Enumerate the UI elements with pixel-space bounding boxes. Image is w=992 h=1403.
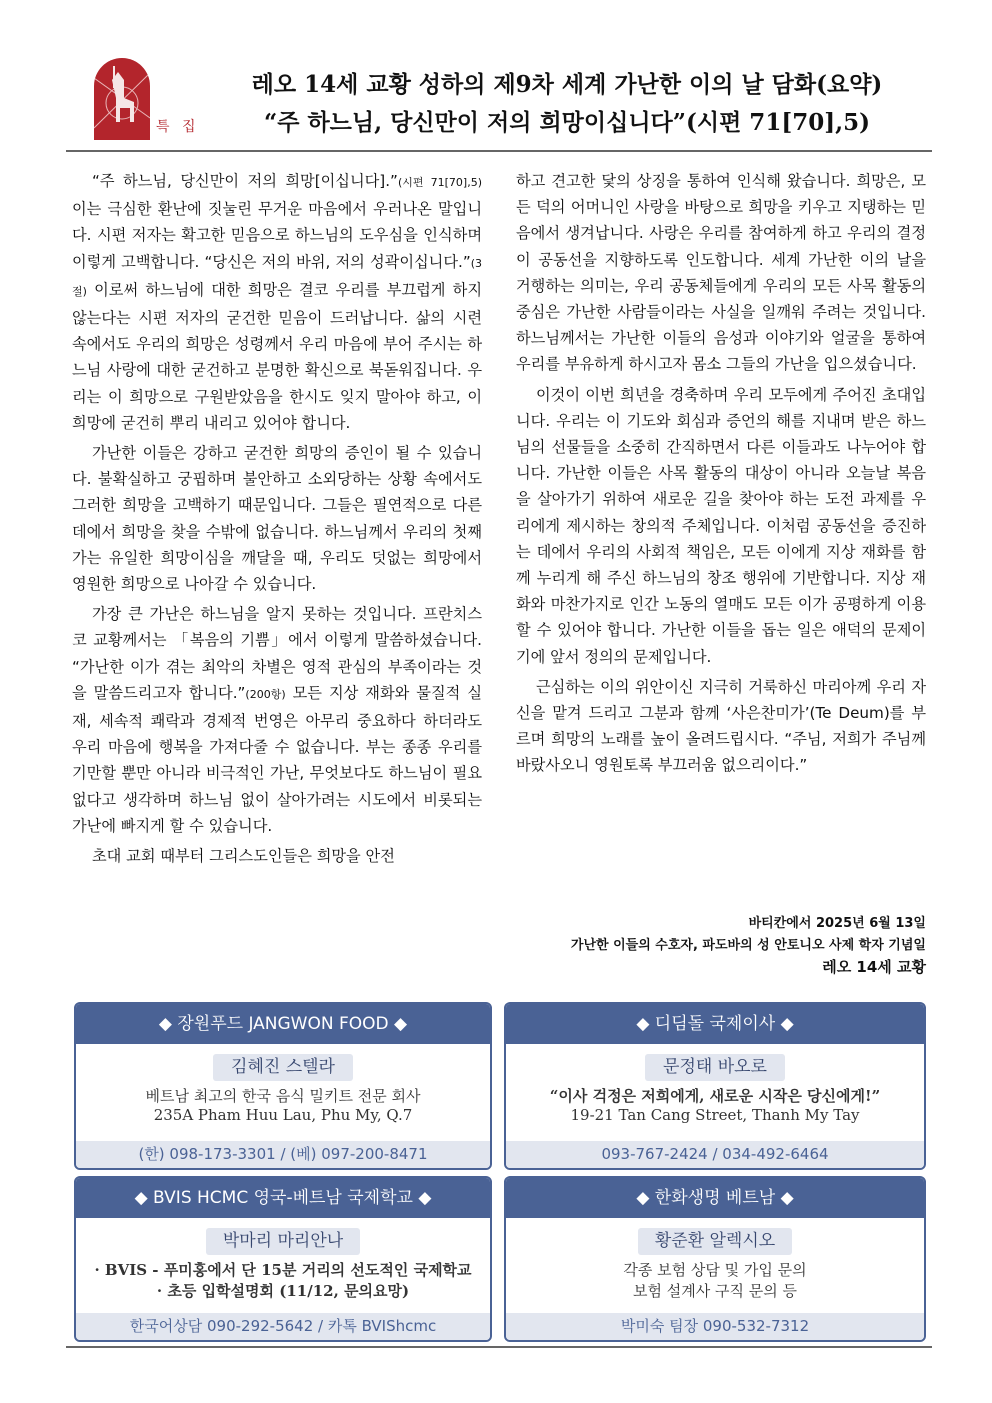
ad-phone: 박미숙 팀장 090-532-7312	[506, 1313, 924, 1340]
ad-line: 235A Pham Huu Lau, Phu My, Q.7	[153, 1106, 413, 1124]
page-subtitle: “주 하느님, 당신만이 저의 희망이십니다”(시편 71[70],5)	[264, 109, 870, 136]
ad-bvis-school	[74, 1176, 492, 1342]
ad-line: “이사 걱정은 저희에게, 새로운 시작은 당신에게!”	[549, 1087, 881, 1105]
ad-phone: 093-767-2424 / 034-492-6464	[506, 1141, 924, 1168]
ad-title: ◆ 한화생명 베트남 ◆	[506, 1178, 924, 1218]
ad-contact-person: 문정태 바오로	[645, 1054, 785, 1081]
body-text: 이로써 하느님에 대한 희망은 결코 우리를 부끄럽게 하지 않는다는 시편 저자의 굳건한 믿음이 드러납니다. 삶의 시련 속에서도 우리의 희망은 성령께서 우리 마음에 부어 주시는 하느님 사랑에 대한 굳건하고 분명한 확신으로 북돋워집니다. 우리는 이 희망으로 구원받았음을 한시도 잊지 말아야 하고, 이 희망에 굳건히 뿌리 내리고 있어야 합니다.	[72, 280, 482, 432]
paragraph: 초대 교회 때부터 그리스도인들은 희망을 안전	[92, 847, 395, 866]
body-text: 가장 큰 가난은 하느님을 알지 못하는 것입니다. 프란치스코 교황께서는 「복음의 기쁨」에서 이렇게 말씀하셨습니다. “가난한 이가 겪는 최악의 차별은 영적 관심의 부족이라는 것을 말씀드리고자 합니다.”	[72, 605, 482, 702]
ad-line: 19-21 Tan Cang Street, Thanh My Tay	[570, 1106, 860, 1124]
paragraph	[72, 168, 482, 436]
ad-contact-person: 박마리 마리안나	[206, 1228, 360, 1255]
ad-line: 보험 설계사 구직 문의 등	[633, 1282, 797, 1300]
bottom-divider	[66, 1346, 932, 1348]
left-column	[72, 168, 482, 873]
page-title: 레오 14세 교황 성하의 제9차 세계 가난한 이의 날 담화(요약)	[251, 71, 883, 98]
signature-place-date: 바티칸에서 2025년 6월 13일	[748, 916, 926, 931]
signature-name: 레오 14세 교황	[822, 958, 926, 976]
ad-didimdol-moving	[504, 1002, 926, 1170]
ad-hanwha-life	[504, 1176, 926, 1342]
ad-title: ◆ BVIS HCMC 영국-베트남 국제학교 ◆	[76, 1178, 490, 1218]
ad-contact-person: 김혜진 스텔라	[213, 1054, 353, 1081]
section-tag: 특 집	[156, 119, 200, 135]
ad-line: 각종 보험 상담 및 가입 문의	[623, 1261, 807, 1279]
top-divider	[66, 150, 932, 152]
section-logo	[94, 58, 150, 140]
ad-jangwon-food	[74, 1002, 492, 1170]
ad-line: · 초등 입학설명회 (11/12, 문의요망)	[156, 1282, 410, 1300]
body-text: 모든 지상 재화와 물질적 실재, 세속적 쾌락과 경제적 번영은 아무리 중요하다 하더라도 우리 마음에 행복을 가져다줄 수 없습니다. 부는 종종 우리를 기만할 뿐만 아니라 비극적인 가난, 무엇보다도 하느님이 필요 없다고 생각하며 하느님 없이 살아가려는 시도에서 비롯되는 가난에 빠지게 할 수 있습니다.	[72, 683, 482, 835]
reference: (시편 71[70],5)	[397, 176, 483, 189]
paragraph: 이것이 이번 희년을 경축하며 우리 모두에게 주어진 초대입니다. 우리는 이 기도와 회심과 증언의 해를 지내며 받은 하느님의 선물들을 소중히 간직하면서 다른 이들과도 나누어야 합니다. 가난한 이들은 사목 활동의 대상이 아니라 오늘날 복음을 살아가기 위하여 새로운 길을 찾아야 하는 도전 과제를 우리에게 제시하는 창의적 주체입니다. 이처럼 공동선을 증진하는 데에서 우리의 사회적 책임은, 모든 이에게 지상 재화를 함께 누리게 해 주신 하느님의 창조 행위에 기반합니다. 지상 재화와 마찬가지로 인간 노동의 열매도 모든 이가 공평하게 이용할 수 있어야 합니다. 가난한 이들을 돕는 일은 애덕의 문제이기에 앞서 정의의 문제입니다.	[516, 385, 926, 666]
ad-line: 베트남 최고의 한국 음식 밀키트 전문 회사	[145, 1087, 421, 1105]
quote-text: “주 하느님, 당신만이 저의 희망[이십니다].”	[92, 172, 398, 190]
paragraph: 근심하는 이의 위안이신 지극히 거룩하신 마리아께 우리 자신을 맡겨 드리고 그분과 함께 ‘사은찬미가’(Te Deum)를 부르며 희망의 노래를 높이 올려드립시다. “주님, 저희가 주님께 바랐사오니 영원토록 부끄러움 없으리이다.”	[516, 677, 926, 775]
paragraph	[72, 601, 482, 839]
ad-title: ◆ 디딤돌 국제이사 ◆	[506, 1004, 924, 1044]
signature-memorial: 가난한 이들의 수호자, 파도바의 성 안토니오 사제 학자 기념일	[570, 938, 926, 953]
ad-line: · BVIS - 푸미홍에서 단 15분 거리의 선도적인 국제학교	[94, 1261, 472, 1279]
paragraph: 하고 견고한 닻의 상징을 통하여 인식해 왔습니다. 희망은, 모든 덕의 어머니인 사랑을 바탕으로 희망을 키우고 지탱하는 믿음에서 생겨납니다. 사랑은 우리를 참여하게 하고 우리의 결정이 공동선을 지향하도록 인도합니다. 세계 가난한 이의 날을 거행하는 의미는, 우리 공동체들에게 우리의 모든 사목 활동의 중심은 가난한 사람들이라는 사실을 일깨워 주려는 것입니다. 하느님께서는 가난한 이들의 음성과 이야기와 얼굴을 통하여 우리를 부유하게 하시고자 몸소 그들의 가난을 입으셨습니다.	[516, 172, 926, 374]
right-column	[516, 168, 926, 783]
body-text: 이는 극심한 환난에 짓눌린 무거운 마음에서 우러나온 말입니다. 시편 저자는 확고한 믿음으로 하느님의 도우심을 인식하며 이렇게 고백합니다. “당신은 저의 바위, 저의 성곽이십니다.”	[72, 200, 482, 271]
ad-phone: 한국어상담 090-292-5642 / 카톡 BVIShcmc	[76, 1313, 490, 1340]
reference: (200항)	[245, 687, 286, 701]
lamb-icon	[94, 58, 150, 140]
paragraph: 가난한 이들은 강하고 굳건한 희망의 증인이 될 수 있습니다. 불확실하고 궁핍하며 불안하고 소외당하는 상황 속에서도 그러한 희망을 고백하기 때문입니다. 그들은 필연적으로 다른 데에서 희망을 찾을 수밖에 없습니다. 하느님께서 우리의 첫째가는 유일한 희망이심을 깨달을 때, 우리도 덧없는 희망에서 영원한 희망으로 나아갈 수 있습니다.	[72, 444, 482, 594]
ad-contact-person: 황준환 알렉시오	[638, 1228, 792, 1255]
ad-phone: (한) 098-173-3301 / (베) 097-200-8471	[76, 1141, 490, 1168]
reference: (3절)	[72, 256, 482, 298]
ad-title: ◆ 장원푸드 JANGWON FOOD ◆	[76, 1004, 490, 1044]
